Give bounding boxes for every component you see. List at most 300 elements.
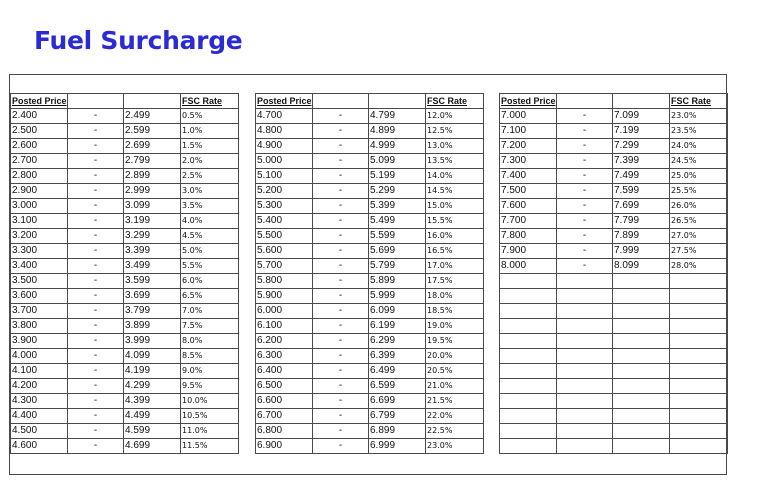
price-to-cell: 4.199 — [124, 364, 181, 379]
price-from-cell — [500, 409, 557, 424]
header-spacer — [313, 94, 369, 109]
fsc-rate-cell: 25.0% — [670, 169, 728, 184]
range-dash-cell: - — [68, 259, 124, 274]
table-row — [256, 139, 484, 154]
price-to-cell: 2.499 — [124, 109, 181, 124]
range-dash-cell: - — [68, 319, 124, 334]
price-from-cell: 4.400 — [11, 409, 68, 424]
fsc-rate-cell: 22.5% — [426, 424, 484, 439]
range-dash-cell — [557, 439, 613, 454]
table-row — [500, 364, 728, 379]
posted-price-header: Posted Price — [256, 94, 313, 109]
fsc-rate-cell: 22.0% — [426, 409, 484, 424]
price-from-cell — [500, 379, 557, 394]
fsc-rate-cell: 20.0% — [426, 349, 484, 364]
price-from-cell: 5.300 — [256, 199, 313, 214]
fsc-rate-cell — [670, 349, 728, 364]
range-dash-cell: - — [68, 214, 124, 229]
price-from-cell: 6.600 — [256, 394, 313, 409]
price-to-cell — [613, 364, 670, 379]
price-from-cell: 5.400 — [256, 214, 313, 229]
range-dash-cell: - — [313, 349, 369, 364]
table-row — [11, 319, 239, 334]
range-dash-cell: - — [68, 289, 124, 304]
range-dash-cell: - — [557, 169, 613, 184]
fsc-rate-cell: 23.0% — [426, 439, 484, 454]
table-row — [256, 319, 484, 334]
range-dash-cell: - — [68, 184, 124, 199]
table-row — [256, 304, 484, 319]
price-to-cell: 5.599 — [369, 229, 426, 244]
price-from-cell: 4.300 — [11, 394, 68, 409]
range-dash-cell — [557, 334, 613, 349]
price-to-cell — [613, 394, 670, 409]
price-from-cell: 7.900 — [500, 244, 557, 259]
fsc-rate-cell — [670, 364, 728, 379]
fsc-rate-cell: 27.0% — [670, 229, 728, 244]
price-to-cell: 4.799 — [369, 109, 426, 124]
price-from-cell: 6.100 — [256, 319, 313, 334]
price-to-cell: 6.899 — [369, 424, 426, 439]
range-dash-cell: - — [313, 259, 369, 274]
price-from-cell: 2.700 — [11, 154, 68, 169]
fsc-rate-cell — [670, 409, 728, 424]
fsc-rate-cell: 18.5% — [426, 304, 484, 319]
range-dash-cell: - — [557, 214, 613, 229]
price-from-cell — [500, 364, 557, 379]
price-to-cell: 5.099 — [369, 154, 426, 169]
fsc-rate-cell: 3.0% — [181, 184, 239, 199]
range-dash-cell: - — [313, 439, 369, 454]
fsc-rate-cell: 6.0% — [181, 274, 239, 289]
table-row — [500, 154, 728, 169]
table-row — [11, 364, 239, 379]
price-to-cell: 3.399 — [124, 244, 181, 259]
price-to-cell: 2.699 — [124, 139, 181, 154]
fsc-rate-cell: 8.0% — [181, 334, 239, 349]
table-row — [500, 229, 728, 244]
range-dash-cell: - — [68, 199, 124, 214]
range-dash-cell — [557, 349, 613, 364]
price-to-cell — [613, 319, 670, 334]
price-to-cell: 4.299 — [124, 379, 181, 394]
range-dash-cell: - — [313, 409, 369, 424]
table-row — [256, 244, 484, 259]
table-row — [256, 394, 484, 409]
price-to-cell: 3.999 — [124, 334, 181, 349]
price-from-cell: 3.800 — [11, 319, 68, 334]
fsc-rate-cell: 16.5% — [426, 244, 484, 259]
price-to-cell: 5.799 — [369, 259, 426, 274]
range-dash-cell: - — [313, 289, 369, 304]
table-row — [256, 154, 484, 169]
table-header-row — [256, 94, 484, 109]
price-from-cell: 3.500 — [11, 274, 68, 289]
table-row — [11, 214, 239, 229]
range-dash-cell: - — [313, 229, 369, 244]
range-dash-cell: - — [557, 229, 613, 244]
fsc-rate-cell: 17.5% — [426, 274, 484, 289]
table-row — [500, 334, 728, 349]
table-row — [500, 184, 728, 199]
range-dash-cell: - — [68, 169, 124, 184]
fsc-rate-cell: 28.0% — [670, 259, 728, 274]
price-from-cell: 4.900 — [256, 139, 313, 154]
table-body — [500, 109, 728, 454]
price-to-cell: 6.699 — [369, 394, 426, 409]
price-to-cell: 6.299 — [369, 334, 426, 349]
price-to-cell: 7.199 — [613, 124, 670, 139]
range-dash-cell: - — [68, 109, 124, 124]
price-from-cell: 6.000 — [256, 304, 313, 319]
fsc-rate-cell — [670, 304, 728, 319]
header-spacer — [369, 94, 426, 109]
fsc-rate-cell: 23.0% — [670, 109, 728, 124]
price-to-cell: 6.399 — [369, 349, 426, 364]
price-to-cell — [613, 349, 670, 364]
price-from-cell: 6.700 — [256, 409, 313, 424]
table-row — [11, 109, 239, 124]
price-to-cell: 8.099 — [613, 259, 670, 274]
price-to-cell: 4.099 — [124, 349, 181, 364]
price-to-cell: 7.599 — [613, 184, 670, 199]
range-dash-cell: - — [557, 139, 613, 154]
fsc-rate-cell: 19.5% — [426, 334, 484, 349]
price-from-cell — [500, 424, 557, 439]
fsc-rate-cell: 5.5% — [181, 259, 239, 274]
table-row — [256, 424, 484, 439]
price-from-cell: 7.200 — [500, 139, 557, 154]
table-row — [11, 289, 239, 304]
table-row — [500, 439, 728, 454]
price-to-cell: 4.399 — [124, 394, 181, 409]
price-to-cell: 3.899 — [124, 319, 181, 334]
price-to-cell: 6.599 — [369, 379, 426, 394]
price-to-cell — [613, 304, 670, 319]
table-row — [11, 124, 239, 139]
price-to-cell: 3.299 — [124, 229, 181, 244]
range-dash-cell: - — [313, 364, 369, 379]
price-to-cell: 7.999 — [613, 244, 670, 259]
fsc-rate-cell — [670, 289, 728, 304]
table-row — [256, 199, 484, 214]
price-to-cell: 4.599 — [124, 424, 181, 439]
price-from-cell: 4.600 — [11, 439, 68, 454]
fsc-rate-cell: 17.0% — [426, 259, 484, 274]
range-dash-cell: - — [68, 304, 124, 319]
price-to-cell: 4.499 — [124, 409, 181, 424]
fsc-rate-cell — [670, 379, 728, 394]
table-row — [500, 109, 728, 124]
range-dash-cell: - — [313, 124, 369, 139]
table-row — [500, 379, 728, 394]
price-to-cell: 2.899 — [124, 169, 181, 184]
fsc-table-3 — [499, 93, 728, 454]
fsc-rate-cell: 15.0% — [426, 199, 484, 214]
fsc-rate-cell: 9.0% — [181, 364, 239, 379]
price-from-cell: 6.300 — [256, 349, 313, 364]
table-row — [500, 274, 728, 289]
fsc-table-2 — [255, 93, 484, 454]
price-to-cell: 3.599 — [124, 274, 181, 289]
fsc-rate-cell — [670, 424, 728, 439]
price-from-cell: 5.800 — [256, 274, 313, 289]
price-to-cell: 6.199 — [369, 319, 426, 334]
fsc-rate-cell: 5.0% — [181, 244, 239, 259]
price-to-cell: 7.399 — [613, 154, 670, 169]
range-dash-cell: - — [68, 244, 124, 259]
price-from-cell: 5.500 — [256, 229, 313, 244]
price-from-cell: 4.000 — [11, 349, 68, 364]
price-from-cell: 3.100 — [11, 214, 68, 229]
table-row — [11, 334, 239, 349]
price-from-cell: 5.100 — [256, 169, 313, 184]
fsc-rate-cell: 13.0% — [426, 139, 484, 154]
range-dash-cell: - — [557, 199, 613, 214]
fsc-rate-cell: 25.5% — [670, 184, 728, 199]
header-spacer — [68, 94, 124, 109]
range-dash-cell: - — [68, 139, 124, 154]
fsc-rate-cell: 11.5% — [181, 439, 239, 454]
price-from-cell — [500, 349, 557, 364]
fsc-rate-cell: 3.5% — [181, 199, 239, 214]
posted-price-header: Posted Price — [500, 94, 557, 109]
fsc-rate-cell — [670, 319, 728, 334]
table-row — [500, 289, 728, 304]
price-to-cell: 7.699 — [613, 199, 670, 214]
price-from-cell: 7.700 — [500, 214, 557, 229]
price-from-cell: 8.000 — [500, 259, 557, 274]
table-row — [500, 349, 728, 364]
price-from-cell: 7.000 — [500, 109, 557, 124]
fsc-rate-cell: 4.5% — [181, 229, 239, 244]
table-header-row — [11, 94, 239, 109]
range-dash-cell — [557, 364, 613, 379]
price-to-cell: 3.099 — [124, 199, 181, 214]
fsc-rate-cell: 26.0% — [670, 199, 728, 214]
price-to-cell: 3.699 — [124, 289, 181, 304]
price-from-cell — [500, 439, 557, 454]
range-dash-cell: - — [313, 334, 369, 349]
price-from-cell: 6.400 — [256, 364, 313, 379]
price-to-cell: 7.499 — [613, 169, 670, 184]
range-dash-cell: - — [68, 334, 124, 349]
range-dash-cell: - — [313, 244, 369, 259]
table-body — [11, 109, 239, 454]
range-dash-cell: - — [68, 274, 124, 289]
fsc-rate-cell — [670, 394, 728, 409]
price-from-cell: 7.800 — [500, 229, 557, 244]
price-from-cell: 5.200 — [256, 184, 313, 199]
table-row — [11, 259, 239, 274]
range-dash-cell: - — [557, 154, 613, 169]
fsc-rate-cell: 13.5% — [426, 154, 484, 169]
price-from-cell: 3.400 — [11, 259, 68, 274]
fsc-rate-cell: 10.0% — [181, 394, 239, 409]
range-dash-cell: - — [313, 154, 369, 169]
range-dash-cell: - — [313, 184, 369, 199]
table-row — [11, 394, 239, 409]
fsc-rate-cell: 12.5% — [426, 124, 484, 139]
price-from-cell — [500, 289, 557, 304]
fsc-rate-cell — [670, 274, 728, 289]
price-from-cell: 7.400 — [500, 169, 557, 184]
table-row — [500, 304, 728, 319]
price-to-cell: 7.799 — [613, 214, 670, 229]
fsc-rate-cell: 11.0% — [181, 424, 239, 439]
fsc-rate-header: FSC Rate — [426, 94, 484, 109]
price-from-cell: 3.900 — [11, 334, 68, 349]
table-header-row — [500, 94, 728, 109]
price-from-cell: 5.000 — [256, 154, 313, 169]
fsc-rate-cell: 23.5% — [670, 124, 728, 139]
table-row — [256, 379, 484, 394]
price-from-cell: 5.600 — [256, 244, 313, 259]
price-from-cell: 6.200 — [256, 334, 313, 349]
fsc-rate-cell: 24.5% — [670, 154, 728, 169]
price-from-cell: 5.900 — [256, 289, 313, 304]
price-from-cell: 4.100 — [11, 364, 68, 379]
fsc-rate-cell: 15.5% — [426, 214, 484, 229]
price-to-cell: 3.799 — [124, 304, 181, 319]
price-to-cell: 7.899 — [613, 229, 670, 244]
table-row — [500, 139, 728, 154]
price-from-cell: 2.800 — [11, 169, 68, 184]
range-dash-cell: - — [313, 304, 369, 319]
price-to-cell: 6.499 — [369, 364, 426, 379]
price-to-cell — [613, 409, 670, 424]
table-row — [11, 424, 239, 439]
table-row — [256, 124, 484, 139]
price-from-cell: 2.600 — [11, 139, 68, 154]
fsc-rate-cell: 1.0% — [181, 124, 239, 139]
table-row — [11, 274, 239, 289]
fsc-rate-cell: 21.5% — [426, 394, 484, 409]
range-dash-cell — [557, 319, 613, 334]
price-to-cell: 5.499 — [369, 214, 426, 229]
price-to-cell: 6.799 — [369, 409, 426, 424]
page-title: Fuel Surcharge — [34, 26, 243, 55]
price-from-cell: 3.700 — [11, 304, 68, 319]
fsc-rate-cell: 2.0% — [181, 154, 239, 169]
table-row — [11, 379, 239, 394]
fsc-rate-cell: 26.5% — [670, 214, 728, 229]
table-row — [11, 244, 239, 259]
price-to-cell: 5.199 — [369, 169, 426, 184]
table-row — [256, 364, 484, 379]
price-from-cell: 3.200 — [11, 229, 68, 244]
price-from-cell — [500, 319, 557, 334]
range-dash-cell: - — [313, 109, 369, 124]
price-from-cell: 3.600 — [11, 289, 68, 304]
range-dash-cell: - — [557, 184, 613, 199]
table-row — [500, 244, 728, 259]
range-dash-cell: - — [313, 199, 369, 214]
range-dash-cell: - — [313, 214, 369, 229]
price-to-cell: 3.199 — [124, 214, 181, 229]
range-dash-cell: - — [313, 319, 369, 334]
fsc-rate-cell: 8.5% — [181, 349, 239, 364]
range-dash-cell: - — [313, 394, 369, 409]
table-row — [500, 124, 728, 139]
price-to-cell — [613, 424, 670, 439]
range-dash-cell: - — [557, 259, 613, 274]
range-dash-cell — [557, 379, 613, 394]
price-from-cell — [500, 274, 557, 289]
price-to-cell: 4.899 — [369, 124, 426, 139]
table-row — [256, 184, 484, 199]
price-from-cell: 4.200 — [11, 379, 68, 394]
table-row — [500, 214, 728, 229]
range-dash-cell: - — [313, 274, 369, 289]
price-from-cell: 5.700 — [256, 259, 313, 274]
price-to-cell: 5.699 — [369, 244, 426, 259]
table-row — [500, 409, 728, 424]
table-row — [11, 409, 239, 424]
range-dash-cell: - — [557, 124, 613, 139]
range-dash-cell: - — [313, 139, 369, 154]
fsc-rate-cell: 24.0% — [670, 139, 728, 154]
table-row — [11, 304, 239, 319]
range-dash-cell: - — [557, 244, 613, 259]
price-from-cell: 6.500 — [256, 379, 313, 394]
header-spacer — [613, 94, 670, 109]
price-from-cell: 4.500 — [11, 424, 68, 439]
table-row — [256, 334, 484, 349]
price-from-cell: 7.300 — [500, 154, 557, 169]
price-to-cell: 6.999 — [369, 439, 426, 454]
range-dash-cell: - — [68, 379, 124, 394]
range-dash-cell: - — [68, 124, 124, 139]
table-row — [500, 199, 728, 214]
range-dash-cell: - — [68, 439, 124, 454]
price-to-cell: 5.399 — [369, 199, 426, 214]
price-from-cell: 7.500 — [500, 184, 557, 199]
fsc-rate-cell: 7.5% — [181, 319, 239, 334]
fsc-rate-cell: 6.5% — [181, 289, 239, 304]
price-from-cell: 4.800 — [256, 124, 313, 139]
fsc-rate-cell: 14.5% — [426, 184, 484, 199]
price-from-cell — [500, 394, 557, 409]
price-to-cell: 5.899 — [369, 274, 426, 289]
table-row — [256, 349, 484, 364]
price-to-cell: 5.299 — [369, 184, 426, 199]
table-row — [256, 409, 484, 424]
price-to-cell — [613, 439, 670, 454]
table-row — [500, 424, 728, 439]
table-row — [11, 349, 239, 364]
price-from-cell: 3.000 — [11, 199, 68, 214]
fsc-rate-cell — [670, 439, 728, 454]
fsc-rate-cell: 1.5% — [181, 139, 239, 154]
header-spacer — [557, 94, 613, 109]
range-dash-cell — [557, 304, 613, 319]
posted-price-header: Posted Price — [11, 94, 68, 109]
fsc-rate-cell — [670, 334, 728, 349]
price-to-cell: 2.999 — [124, 184, 181, 199]
price-to-cell: 7.299 — [613, 139, 670, 154]
table-row — [256, 169, 484, 184]
price-from-cell: 2.400 — [11, 109, 68, 124]
fsc-rate-cell: 20.5% — [426, 364, 484, 379]
fsc-rate-cell: 27.5% — [670, 244, 728, 259]
fsc-rate-cell: 4.0% — [181, 214, 239, 229]
fsc-rate-cell: 9.5% — [181, 379, 239, 394]
fsc-rate-cell: 21.0% — [426, 379, 484, 394]
table-row — [256, 214, 484, 229]
fsc-table-1 — [10, 93, 239, 454]
price-from-cell: 7.600 — [500, 199, 557, 214]
